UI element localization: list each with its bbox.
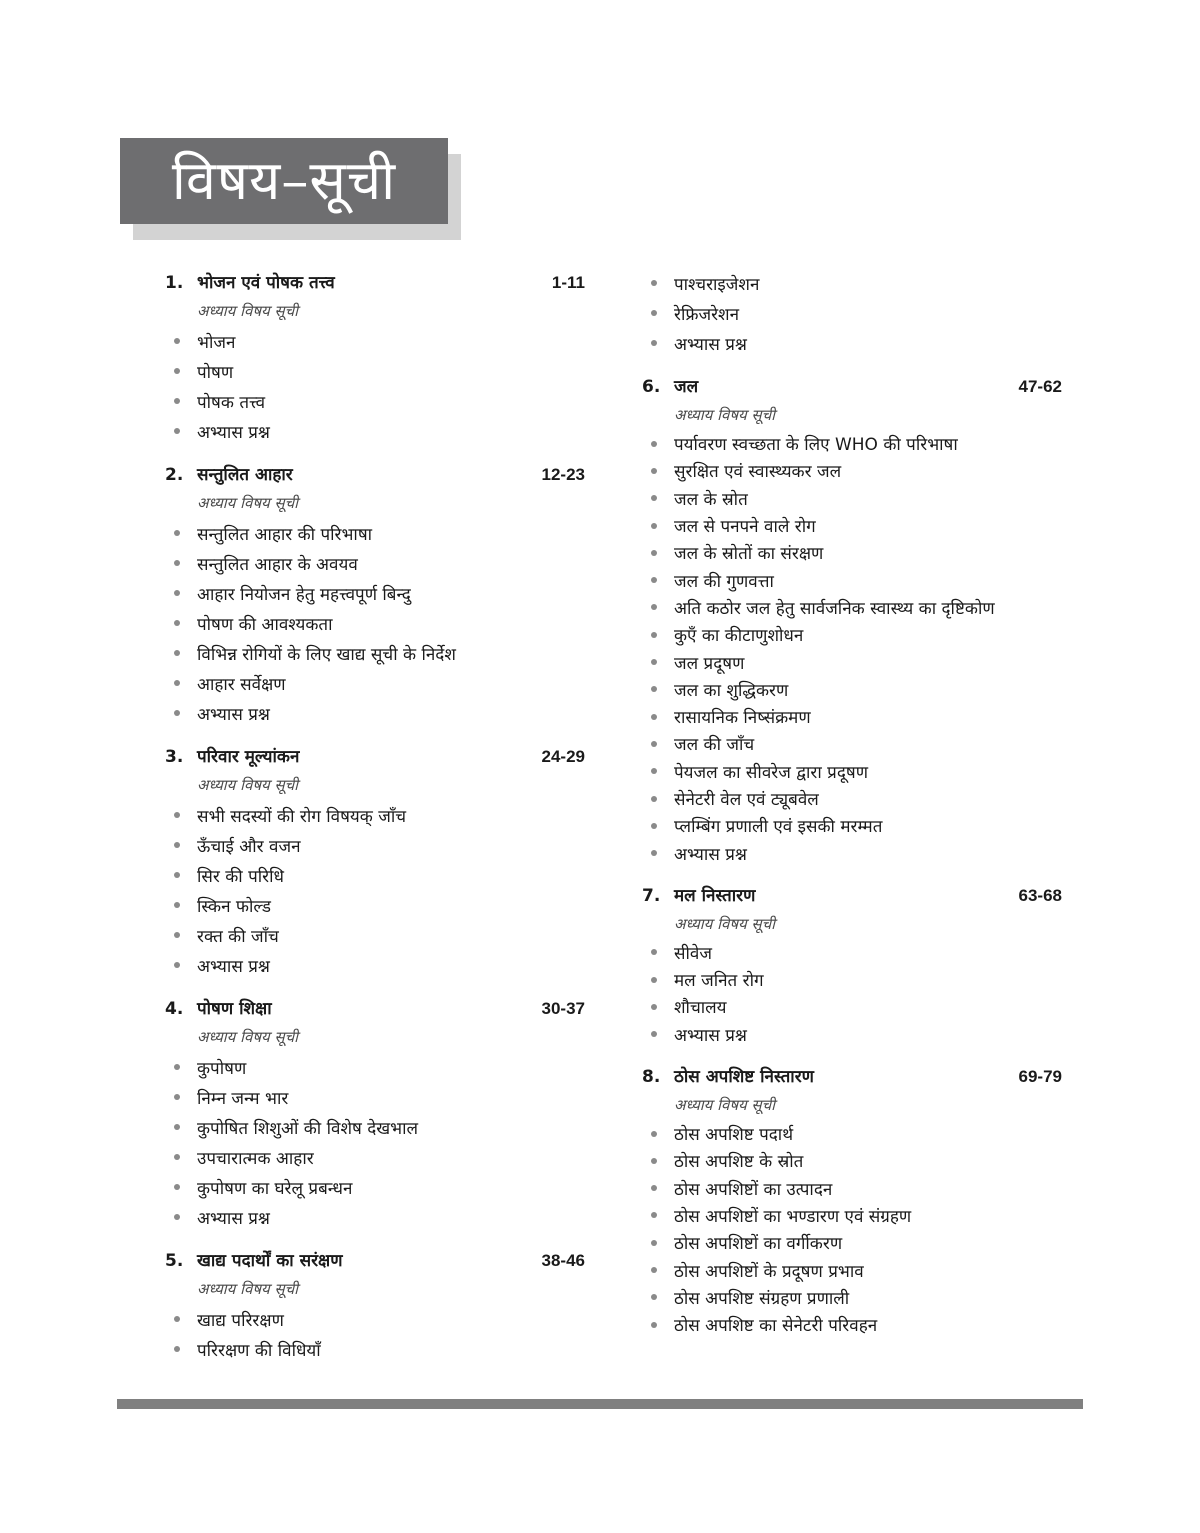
toc-item[interactable]	[642, 1202, 1062, 1229]
page-title: विषय–सूची	[120, 138, 448, 224]
toc-item-label: जल के स्रोत	[674, 489, 748, 510]
bullet-icon	[651, 632, 657, 638]
bullet-icon	[174, 368, 180, 374]
toc-item[interactable]	[642, 1229, 1062, 1256]
toc-item-label: अति कठोर जल हेतु सार्वजनिक स्वास्थ्य का दृष्टिकोण	[674, 598, 995, 619]
toc-item[interactable]	[642, 539, 1062, 566]
chapter-heading[interactable]	[165, 268, 585, 298]
bullet-icon	[174, 620, 180, 626]
bullet-icon	[651, 768, 657, 774]
bullet-icon	[651, 577, 657, 583]
toc-item[interactable]	[642, 566, 1062, 593]
toc-item[interactable]	[642, 328, 1062, 358]
toc-item[interactable]	[642, 839, 1062, 866]
bullet-icon	[651, 1131, 657, 1137]
bullet-icon	[174, 1316, 180, 1322]
toc-item-label: निम्न जन्म भार	[197, 1088, 289, 1109]
toc-item-label: परिरक्षण की विधियाँ	[197, 1340, 321, 1361]
toc-item[interactable]	[642, 966, 1062, 993]
toc-item[interactable]	[165, 1334, 585, 1364]
toc-item-label: पोषण	[197, 362, 234, 383]
toc-item-label: जल प्रदूषण	[674, 653, 745, 674]
chapter-subtitle-label: अध्याय विषय सूची	[197, 1280, 299, 1298]
toc-item[interactable]	[165, 518, 585, 548]
chapter-number: 7.	[642, 885, 661, 906]
toc-item-label: सभी सदस्यों की रोग विषयक् जाँच	[197, 806, 407, 827]
toc-chapter	[165, 1246, 585, 1364]
toc-item-label: रासायनिक निष्संक्रमण	[674, 708, 811, 729]
toc-item[interactable]	[165, 608, 585, 638]
bullet-icon	[651, 550, 657, 556]
bullet-icon	[651, 949, 657, 955]
toc-item-label: कुपोषित शिशुओं की विशेष देखभाल	[197, 1118, 419, 1139]
chapter-page-range: 47-62	[1018, 377, 1062, 396]
chapter-heading[interactable]	[165, 994, 585, 1024]
toc-item-label: अभ्यास प्रश्न	[674, 1025, 747, 1046]
toc-item[interactable]	[642, 758, 1062, 785]
toc-item-label: ठोस अपशिष्टों का वर्गीकरण	[674, 1234, 843, 1255]
toc-item[interactable]	[165, 1304, 585, 1334]
toc-item-label: अभ्यास प्रश्न	[197, 956, 270, 977]
chapter-title: भोजन एवं पोषक तत्त्व	[197, 273, 335, 293]
bullet-icon	[651, 659, 657, 665]
bullet-icon	[651, 1185, 657, 1191]
toc-item-label: सेनेटरी वेल एवं ट्यूबवेल	[674, 790, 819, 810]
bullet-icon	[174, 428, 180, 434]
chapter-subtitle-label: अध्याय विषय सूची	[197, 776, 299, 794]
toc-item[interactable]	[642, 1021, 1062, 1048]
toc-item-label: पोषण की आवश्यकता	[197, 614, 333, 635]
toc-item-label: आहार सर्वेक्षण	[197, 674, 286, 695]
toc-item[interactable]	[165, 950, 585, 980]
bullet-icon	[174, 1214, 180, 1220]
chapter-title: ठोस अपशिष्ट निस्तारण	[674, 1066, 814, 1087]
toc-item-label: अभ्यास प्रश्न	[674, 334, 747, 355]
toc-item[interactable]	[642, 1311, 1062, 1338]
toc-item[interactable]	[165, 1112, 585, 1142]
bullet-icon	[651, 310, 657, 316]
toc-item-label: ठोस अपशिष्टों का उत्पादन	[674, 1179, 833, 1200]
bullet-icon	[651, 1267, 657, 1273]
toc-item[interactable]	[642, 993, 1062, 1020]
bullet-icon	[174, 1124, 180, 1130]
bullet-icon	[174, 902, 180, 908]
toc-chapter	[165, 268, 585, 446]
bullet-icon	[174, 872, 180, 878]
bullet-icon	[174, 710, 180, 716]
chapter-title: मल निस्तारण	[674, 885, 756, 906]
chapter-continuation	[642, 268, 1062, 358]
toc-item-label: अभ्यास प्रश्न	[674, 844, 747, 865]
toc-item[interactable]	[642, 485, 1062, 512]
chapter-heading[interactable]	[165, 742, 585, 772]
chapter-subtitle-label: अध्याय विषय सूची	[197, 1028, 299, 1046]
toc-item-label: जल का शुद्धिकरण	[674, 680, 789, 701]
toc-item-label: जल से पनपने वाले रोग	[674, 517, 816, 538]
toc-item[interactable]	[642, 648, 1062, 675]
bullet-icon	[651, 796, 657, 802]
toc-item-label: सुरक्षित एवं स्वास्थ्यकर जल	[674, 462, 842, 483]
bullet-icon	[174, 338, 180, 344]
chapter-page-range: 24-29	[541, 747, 585, 766]
toc-left-column	[165, 268, 585, 1378]
toc-item[interactable]	[642, 621, 1062, 648]
toc-chapter	[165, 994, 585, 1232]
toc-item-label: जल की जाँच	[674, 735, 755, 756]
chapter-page-range: 69-79	[1018, 1066, 1062, 1086]
toc-chapter	[165, 460, 585, 728]
toc-item[interactable]	[642, 1175, 1062, 1202]
toc-item-label: पाश्चराइजेशन	[674, 274, 760, 295]
toc-item[interactable]	[642, 1120, 1062, 1147]
bullet-icon	[651, 1294, 657, 1300]
toc-item-label: पेयजल का सीवरेज द्वारा प्रदूषण	[674, 762, 868, 783]
toc-item-label: सिर की परिधि	[197, 866, 284, 887]
bullet-icon	[651, 1212, 657, 1218]
toc-item[interactable]	[165, 668, 585, 698]
toc-item-label: भोजन	[197, 332, 236, 353]
bullet-icon	[174, 590, 180, 596]
chapter-heading[interactable]	[165, 1246, 585, 1276]
toc-item-label: अभ्यास प्रश्न	[197, 1208, 270, 1229]
toc-item[interactable]	[165, 830, 585, 860]
bullet-icon	[651, 686, 657, 692]
toc-item-label: सन्तुलित आहार के अवयव	[197, 554, 358, 575]
toc-item[interactable]	[165, 1082, 585, 1112]
toc-item-label: सन्तुलित आहार की परिभाषा	[197, 524, 373, 545]
chapter-number: 6.	[642, 377, 661, 397]
toc-item[interactable]	[165, 386, 585, 416]
bullet-icon	[651, 495, 657, 501]
toc-item-label: खाद्य परिरक्षण	[197, 1310, 284, 1331]
toc-chapter	[642, 372, 1062, 867]
toc-item-label: आहार नियोजन हेतु महत्त्वपूर्ण बिन्दु	[197, 584, 411, 605]
bullet-icon	[651, 441, 657, 447]
toc-item-label: ठोस अपशिष्टों का भण्डारण एवं संग्रहण	[674, 1206, 912, 1227]
toc-item[interactable]	[642, 430, 1062, 457]
toc-item[interactable]	[165, 548, 585, 578]
bullet-icon	[174, 650, 180, 656]
bullet-icon	[174, 842, 180, 848]
toc-right-column	[642, 268, 1062, 1352]
chapter-title: परिवार मूल्यांकन	[197, 747, 300, 767]
bullet-icon	[174, 932, 180, 938]
toc-item[interactable]	[642, 268, 1062, 298]
toc-item[interactable]	[165, 1142, 585, 1172]
toc-item-label: ठोस अपशिष्ट संग्रहण प्रणाली	[674, 1288, 850, 1309]
toc-item-label: कुपोषण का घरेलू प्रबन्धन	[197, 1178, 353, 1199]
chapter-subtitle-label: अध्याय विषय सूची	[197, 494, 299, 512]
chapter-page-range: 12-23	[541, 465, 585, 484]
footer-divider	[117, 1399, 1083, 1409]
toc-chapter	[642, 881, 1062, 1048]
toc-item[interactable]	[642, 298, 1062, 328]
toc-item-label: विभिन्न रोगियों के लिए खाद्य सूची के निर्देश	[197, 644, 456, 665]
toc-item[interactable]	[165, 416, 585, 446]
toc-item[interactable]	[642, 512, 1062, 539]
chapter-page-range: 1-11	[551, 273, 585, 292]
toc-item[interactable]	[642, 812, 1062, 839]
chapter-title: जल	[674, 377, 699, 397]
toc-item-label: ठोस अपशिष्ट पदार्थ	[674, 1125, 794, 1146]
toc-item[interactable]	[165, 698, 585, 728]
toc-item-label: पोषक तत्त्व	[197, 392, 266, 413]
toc-item-label: रेफ्रिजरेशन	[674, 304, 740, 325]
toc-item-label: उपचारात्मक आहार	[197, 1148, 314, 1169]
toc-item-label: सीवेज	[674, 943, 712, 964]
toc-item[interactable]	[642, 676, 1062, 703]
toc-item-label: ठोस अपशिष्ट का सेनेटरी परिवहन	[674, 1316, 878, 1337]
toc-item-label: मल जनित रोग	[674, 971, 764, 992]
toc-item[interactable]	[165, 356, 585, 386]
chapter-heading[interactable]	[642, 372, 1062, 402]
toc-chapter	[165, 742, 585, 980]
chapter-number: 4.	[165, 999, 184, 1019]
toc-item[interactable]	[165, 1202, 585, 1232]
bullet-icon	[651, 1158, 657, 1164]
toc-chapter	[642, 1062, 1062, 1338]
toc-item[interactable]	[642, 785, 1062, 812]
toc-item[interactable]	[165, 1052, 585, 1082]
toc-item[interactable]	[642, 1256, 1062, 1283]
bullet-icon	[651, 823, 657, 829]
toc-item[interactable]	[642, 1284, 1062, 1311]
chapter-subtitle-label: अध्याय विषय सूची	[674, 1095, 776, 1114]
bullet-icon	[651, 523, 657, 529]
toc-item-label: जल के स्रोतों का संरक्षण	[674, 544, 824, 565]
bullet-icon	[174, 1064, 180, 1070]
chapter-page-range: 38-46	[541, 1251, 585, 1270]
bullet-icon	[651, 1004, 657, 1010]
toc-item[interactable]	[165, 860, 585, 890]
chapter-number: 1.	[165, 273, 184, 293]
bullet-icon	[174, 560, 180, 566]
chapter-title: पोषण शिक्षा	[197, 999, 272, 1019]
chapter-heading[interactable]	[642, 1062, 1062, 1092]
toc-item-label: कुएँ का कीटाणुशोधन	[674, 626, 804, 647]
chapter-title: सन्तुलित आहार	[197, 465, 293, 485]
bullet-icon	[174, 1184, 180, 1190]
chapter-number: 8.	[642, 1066, 661, 1087]
toc-item-label: प्लम्बिंग प्रणाली एवं इसकी मरम्मत	[674, 817, 883, 838]
toc-item[interactable]	[642, 939, 1062, 966]
toc-item-label: ऊँचाई और वजन	[197, 836, 301, 857]
toc-item[interactable]	[165, 578, 585, 608]
chapter-heading[interactable]	[642, 881, 1062, 911]
toc-item[interactable]	[642, 703, 1062, 730]
chapter-number: 2.	[165, 465, 184, 485]
bullet-icon	[651, 977, 657, 983]
toc-item-label: रक्त की जाँच	[197, 926, 279, 947]
bullet-icon	[174, 530, 180, 536]
toc-item-label: पर्यावरण स्वच्छता के लिए WHO की परिभाषा	[674, 435, 958, 456]
bullet-icon	[651, 1031, 657, 1037]
bullet-icon	[651, 604, 657, 610]
chapter-page-range: 63-68	[1018, 885, 1062, 905]
chapter-title: खाद्य पदार्थों का सरंक्षण	[197, 1251, 343, 1271]
bullet-icon	[651, 850, 657, 856]
chapter-page-range: 30-37	[541, 999, 585, 1018]
toc-item-label: अभ्यास प्रश्न	[197, 422, 270, 443]
toc-item[interactable]	[642, 457, 1062, 484]
chapter-heading[interactable]	[165, 460, 585, 490]
toc-item[interactable]	[165, 638, 585, 668]
bullet-icon	[651, 741, 657, 747]
toc-item-label: ठोस अपशिष्ट के स्रोत	[674, 1152, 804, 1173]
toc-item[interactable]	[165, 800, 585, 830]
toc-item[interactable]	[165, 326, 585, 356]
bullet-icon	[651, 714, 657, 720]
bullet-icon	[651, 1322, 657, 1328]
bullet-icon	[174, 680, 180, 686]
toc-item-label: अभ्यास प्रश्न	[197, 704, 270, 725]
chapter-subtitle-label: अध्याय विषय सूची	[674, 914, 776, 933]
bullet-icon	[174, 962, 180, 968]
bullet-icon	[174, 812, 180, 818]
toc-item-label: ठोस अपशिष्टों के प्रदूषण प्रभाव	[674, 1261, 864, 1282]
chapter-subtitle-label: अध्याय विषय सूची	[197, 302, 299, 320]
chapter-number: 5.	[165, 1251, 184, 1271]
chapter-subtitle-label: अध्याय विषय सूची	[674, 406, 776, 424]
bullet-icon	[651, 468, 657, 474]
toc-item[interactable]	[642, 730, 1062, 757]
bullet-icon	[651, 1240, 657, 1246]
toc-item-label: कुपोषण	[197, 1058, 247, 1079]
toc-item[interactable]	[642, 1147, 1062, 1174]
toc-item-label: शौचालय	[674, 998, 727, 1019]
bullet-icon	[651, 340, 657, 346]
bullet-icon	[174, 398, 180, 404]
toc-item[interactable]	[165, 890, 585, 920]
toc-item-label: जल की गुणवत्ता	[674, 571, 774, 592]
bullet-icon	[651, 280, 657, 286]
bullet-icon	[174, 1094, 180, 1100]
toc-item-label: स्किन फोल्ड	[197, 896, 272, 917]
chapter-number: 3.	[165, 747, 184, 767]
bullet-icon	[174, 1154, 180, 1160]
toc-item[interactable]	[165, 1172, 585, 1202]
toc-item[interactable]	[642, 594, 1062, 621]
toc-item[interactable]	[165, 920, 585, 950]
bullet-icon	[174, 1346, 180, 1352]
